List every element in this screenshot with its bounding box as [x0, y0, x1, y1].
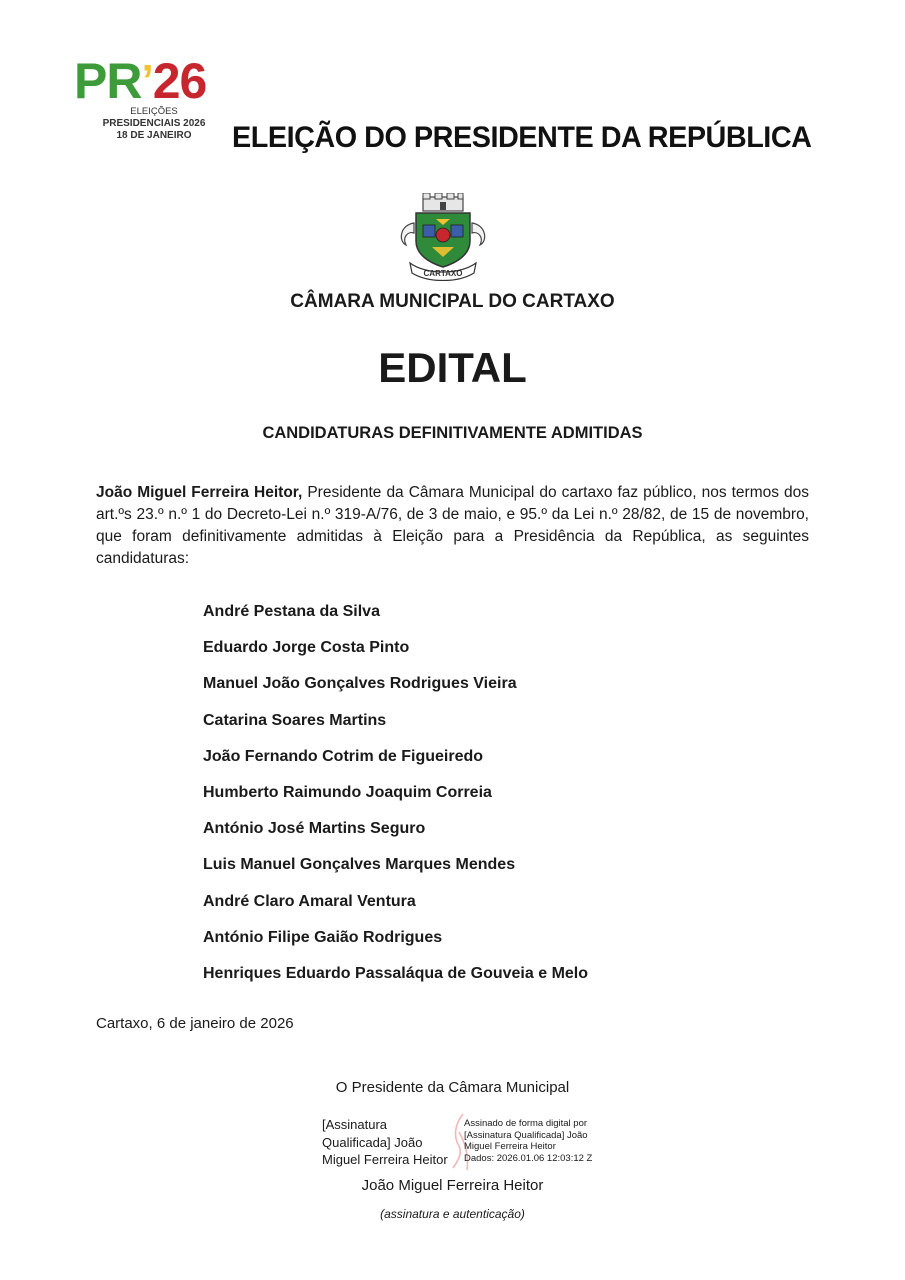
signature-detail-line: Dados: 2026.01.06 12:03:12 Z [464, 1152, 593, 1164]
signature-name-block [322, 1116, 462, 1169]
document-subtitle: CANDIDATURAS DEFINITIVAMENTE ADMITIDAS [262, 424, 643, 442]
logo-line-3: 18 DE JANEIRO [116, 130, 192, 141]
signature-details [464, 1118, 624, 1164]
digital-signature [322, 1112, 622, 1172]
document-type: EDITAL [378, 344, 527, 391]
president-name: João Miguel Ferreira Heitor [361, 1177, 544, 1194]
logo-line-2: PRESIDENCIAIS 2026 [102, 118, 206, 129]
signature-detail-line: [Assinatura Qualificada] João [464, 1129, 588, 1141]
logo-line-1: ELEIÇÕES [130, 106, 178, 117]
signature-line: Miguel Ferreira Heitor [322, 1152, 448, 1167]
election-logo [74, 53, 234, 148]
intro-name: João Miguel Ferreira Heitor, [96, 484, 303, 501]
candidate-list [203, 594, 588, 992]
list-item: Manuel João Gonçalves Rodrigues Vieira [203, 675, 517, 693]
coat-of-arms-label: CARTAXO [423, 269, 463, 278]
list-item: Henriques Eduardo Passaláqua de Gouveia e Melo [203, 965, 589, 983]
logo-mark: PR’26 [74, 53, 207, 109]
list-item: Eduardo Jorge Costa Pinto [203, 639, 410, 657]
place-date: Cartaxo, 6 de janeiro de 2026 [96, 1015, 294, 1032]
list-item: António José Martins Seguro [203, 820, 426, 838]
signature-line: [Assinatura [322, 1117, 388, 1132]
list-item: João Fernando Cotrim de Figueiredo [203, 747, 484, 765]
list-item: André Pestana da Silva [203, 603, 380, 620]
list-item: António Filipe Gaião Rodrigues [203, 928, 443, 946]
intro-text: Presidente da Câmara Municipal do cartaxo faz público, nos termos dos art.ºs 23.º n.º 1 do Decreto-Lei n.º 319-A/76, de 3 de maio, e 95.º da Lei n.º 28/82, de 15 de novembro, que foram definitivamente admitidas à Eleição para a Presidência da República, as seguintes candidaturas: [96, 484, 809, 567]
signature-line: Qualificada] João [322, 1134, 423, 1150]
president-role: O Presidente da Câmara Municipal [335, 1079, 570, 1096]
signature-detail-line: Assinado de forma digital por [464, 1118, 588, 1129]
list-item: Catarina Soares Martins [203, 711, 387, 729]
signature-note: (assinatura e autenticação) [380, 1207, 525, 1221]
municipality-name: CÂMARA MUNICIPAL DO CARTAXO [290, 291, 615, 312]
list-item: Luis Manuel Gonçalves Marques Mendes [203, 856, 516, 874]
coat-of-arms-icon [396, 193, 490, 281]
page-title: ELEIÇÃO DO PRESIDENTE DA REPÚBLICA [232, 121, 812, 154]
list-item: André Claro Amaral Ventura [203, 892, 416, 910]
list-item: Humberto Raimundo Joaquim Correia [203, 784, 492, 802]
intro-paragraph [96, 482, 809, 570]
signature-detail-line: Miguel Ferreira Heitor [464, 1141, 556, 1152]
